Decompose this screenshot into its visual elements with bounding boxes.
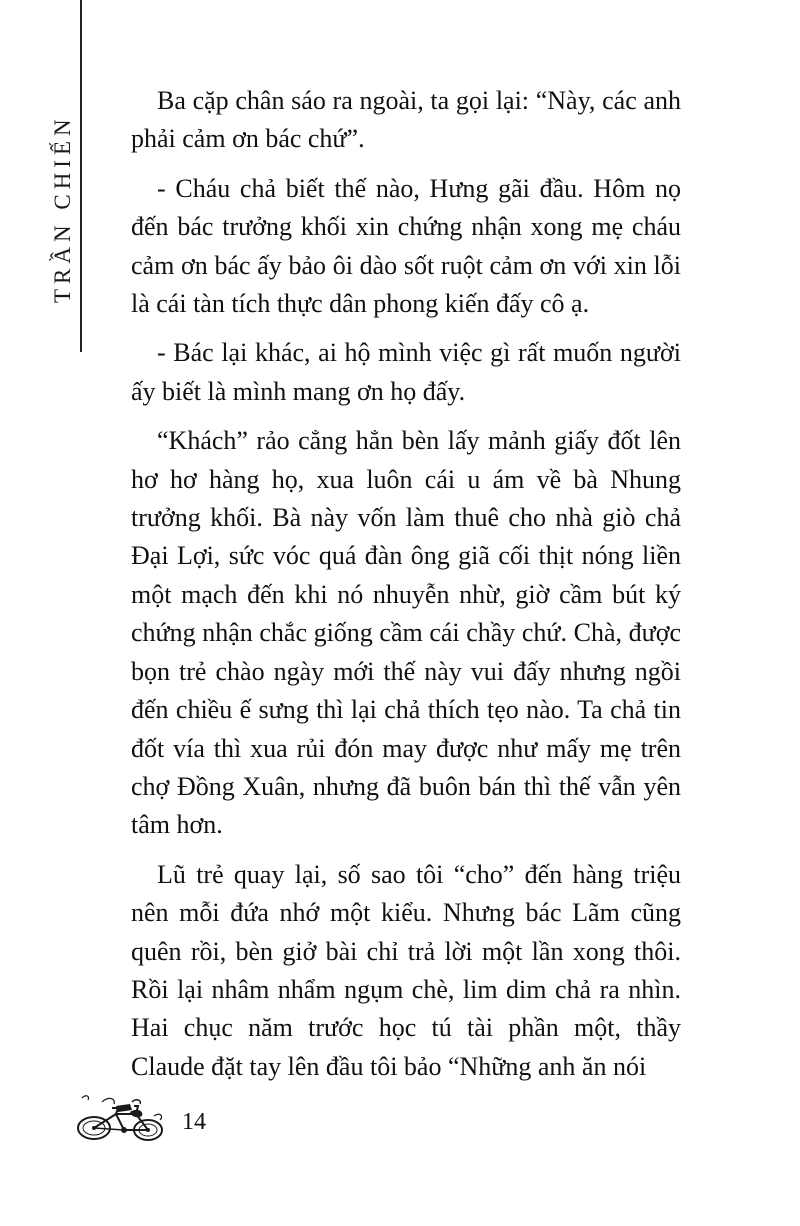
text-line: đến chiều ế sưng thì lại chả thích tẹo nào. Ta chả tin: [131, 695, 681, 725]
paragraph: [131, 334, 681, 411]
text-line: chợ Đồng Xuân, nhưng đã buôn bán thì thế vẫn yên: [131, 771, 681, 801]
text-line: phải cảm ơn bác chứ”.: [131, 124, 365, 154]
running-head-author: TRẦN CHIẾN: [50, 114, 75, 304]
text-line: hơ hơ hàng họ, xua luôn cái u ám về bà Nhung: [131, 464, 681, 494]
text-line: Lũ trẻ quay lại, số sao tôi “cho” đến hàng triệu: [157, 859, 681, 889]
text-line: quên rồi, bèn giở bài chỉ trả lời một lần xong thôi.: [131, 936, 681, 966]
paragraph: [131, 422, 681, 844]
page-footer: [72, 1088, 272, 1158]
paragraph: [131, 170, 681, 324]
text-line: đến bác trưởng khối xin chứng nhận xong mẹ cháu: [131, 212, 681, 242]
margin-rule: [80, 0, 82, 352]
text-line: đốt vía thì xua rủi đón may được như mấy mẹ trên: [131, 733, 681, 763]
text-line: bọn trẻ chào ngày mới thế này vui đấy nhưng ngồi: [131, 656, 681, 686]
text-line: nên mỗi đứa nhớ một kiểu. Nhưng bác Lãm cũng: [131, 898, 681, 928]
text-line: - Bác lại khác, ai hộ mình việc gì rất muốn người: [157, 338, 681, 368]
text-line: Rồi lại nhâm nhẩm ngụm chè, lim dim chả ra nhìn.: [131, 974, 681, 1004]
page-number: 14: [182, 1109, 206, 1135]
text-line: “Khách” rảo cẳng hẳn bèn lấy mảnh giấy đốt lên: [157, 426, 681, 456]
text-line: là cái tàn tích thực dân phong kiến đấy cô ạ.: [131, 289, 590, 319]
text-line: trưởng khối. Bà này vốn làm thuê cho nhà giò chả: [131, 503, 681, 533]
text-line: Đại Lợi, sức vóc quá đàn ông giã cối thịt nóng liền: [131, 541, 681, 571]
text-line: Hai chục năm trước học tú tài phần một, thầy: [131, 1013, 681, 1043]
text-line: một mạch đến khi nó nhuyễn nhừ, giờ cầm bút ký: [131, 579, 681, 609]
text-line: cảm ơn bác ấy bảo ôi dào sốt ruột cảm ơn với xin lỗi: [131, 250, 681, 280]
text-line: ấy biết là mình mang ơn họ đấy.: [131, 376, 466, 406]
bicycle-icon: [72, 1088, 172, 1148]
text-line: Claude đặt tay lên đầu tôi bảo “Những anh ăn nói: [131, 1051, 647, 1081]
paragraph: [131, 856, 681, 1086]
text-line: tâm hơn.: [131, 810, 223, 840]
text-line: Ba cặp chân sáo ra ngoài, ta gọi lại: “Này, các anh: [157, 86, 681, 115]
text-line: chứng nhận chắc giống cầm cái chầy chứ. Chà, được: [131, 618, 681, 648]
paragraph: [131, 82, 681, 159]
body-text: [131, 82, 681, 1097]
text-line: - Cháu chả biết thế nào, Hưng gãi đầu. Hôm nọ: [157, 173, 681, 203]
